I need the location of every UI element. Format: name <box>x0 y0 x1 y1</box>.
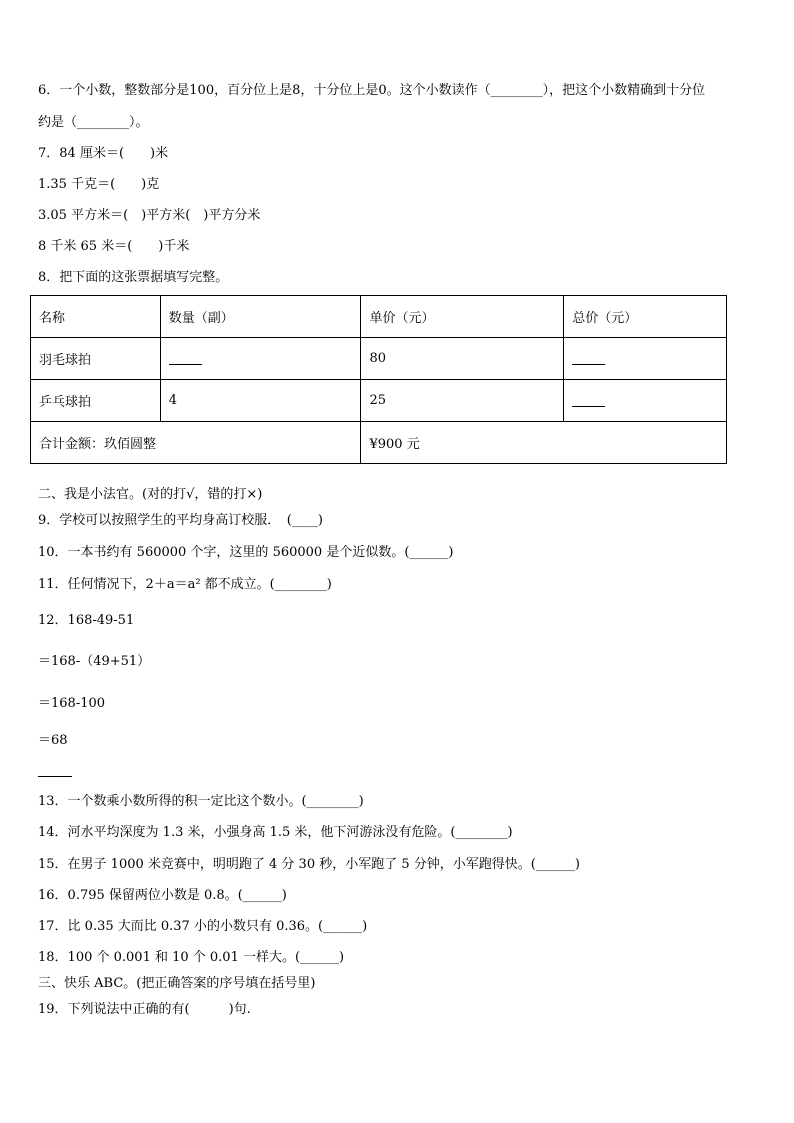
question-12-line-4: ＝68 <box>38 733 68 748</box>
quantity-blank <box>160 338 361 380</box>
question-18: 18．100 个 0.001 和 10 个 0.01 一样大。(______) <box>38 950 345 965</box>
question-17: 17．比 0.35 大而比 0.37 小的小数只有 0.36。(______) <box>38 919 368 934</box>
question-19: 19．下列说法中正确的有( )句. <box>38 1002 251 1017</box>
question-12-line-3: ＝168-100 <box>38 696 106 711</box>
question-12-answer-blank <box>38 776 72 777</box>
question-9: 9．学校可以按照学生的平均身高订校服． (____) <box>38 513 323 528</box>
question-13: 13．一个数乘小数所得的积一定比这个数小。(________) <box>38 794 364 809</box>
question-12-line-2: ＝168-（49+51） <box>38 654 151 669</box>
question-16: 16．0.795 保留两位小数是 0.8。(______) <box>38 888 287 903</box>
table-row <box>31 338 727 380</box>
section-3-heading: 三、快乐 ABC。(把正确答案的序号填在括号里) <box>38 976 316 991</box>
total-price-blank <box>564 338 727 380</box>
question-15: 15．在男子 1000 米竞赛中，明明跑了 4 分 30 秒，小军跑了 5 分钟，小军跑得快。(______) <box>38 857 580 872</box>
unit-price: 80 <box>361 338 564 380</box>
question-7-line-3: 3.05 平方米＝( )平方米( )平方分米 <box>38 208 261 223</box>
question-12-line-1: 12．168-49-51 <box>38 613 135 628</box>
receipt-table <box>30 295 727 464</box>
question-8-prompt: 8．把下面的这张票据填写完整。 <box>38 270 229 285</box>
total-amount-label: 合计金额：玖佰圆整 <box>31 422 361 464</box>
item-name: 羽毛球拍 <box>31 338 161 380</box>
header-name: 名称 <box>31 296 161 338</box>
question-7-line-4: 8 千米 65 米＝( )千米 <box>38 239 190 254</box>
total-price-blank <box>564 380 727 422</box>
table-row <box>31 380 727 422</box>
section-2-heading: 二、我是小法官。(对的打√，错的打×) <box>38 487 263 502</box>
unit-price: 25 <box>361 380 564 422</box>
question-6-line-2: 约是（________）。 <box>38 115 149 130</box>
header-unit-price: 单价（元） <box>361 296 564 338</box>
item-name: 乒乓球拍 <box>31 380 161 422</box>
question-14: 14．河水平均深度为 1.3 米，小强身高 1.5 米，他下河游泳没有危险。(________) <box>38 825 513 840</box>
table-total-row <box>31 422 727 464</box>
header-total-price: 总价（元） <box>564 296 727 338</box>
answer-blank <box>572 394 605 407</box>
answer-blank <box>169 352 202 365</box>
question-10: 10．一本书约有 560000 个字，这里的 560000 是个近似数。(______) <box>38 545 454 560</box>
question-6-line-1: 6．一个小数，整数部分是100，百分位上是8，十分位上是0。这个小数读作（________），把这个小数精确到十分位 <box>38 83 706 98</box>
table-header-row <box>31 296 727 338</box>
question-7-line-2: 1.35 千克＝( )克 <box>38 177 160 192</box>
question-11: 11．任何情况下，2＋a＝a² 都不成立。(________) <box>38 577 332 592</box>
total-amount-value: ¥900 元 <box>361 422 727 464</box>
header-quantity: 数量（副） <box>160 296 361 338</box>
question-7-line-1: 7．84 厘米＝( )米 <box>38 146 169 161</box>
answer-blank <box>572 352 605 365</box>
quantity: 4 <box>160 380 361 422</box>
